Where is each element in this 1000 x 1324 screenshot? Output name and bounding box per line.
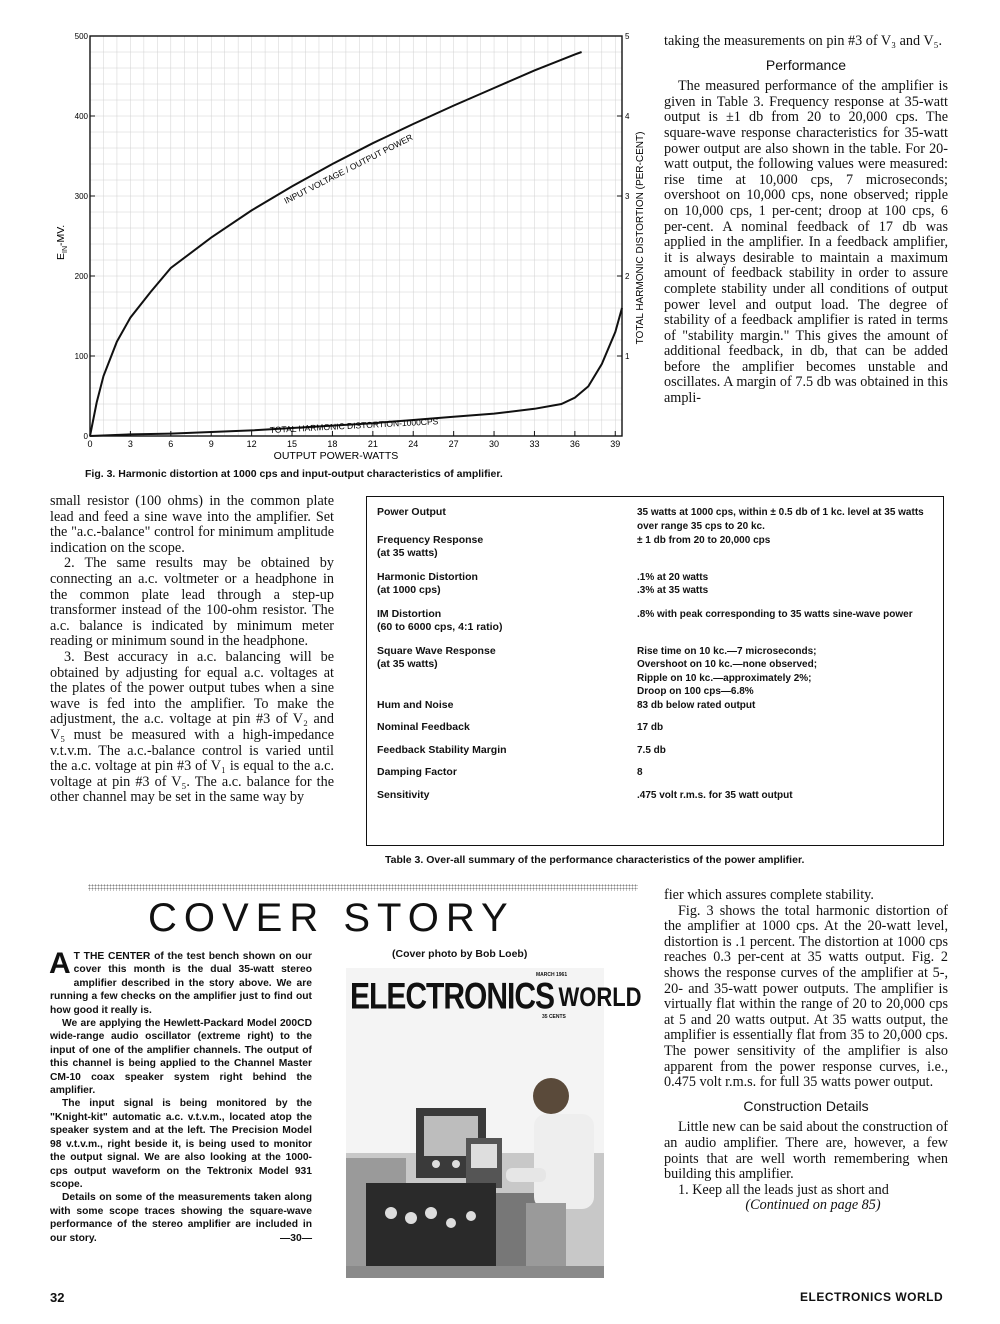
left-col-para-3: 3. Best accuracy in a.c. balancing will be obtained by adjusting for equal a.c. voltages at the plates of the power output tubes when a sine wave is fed into the amplifier. To make the adjustment, the a.c. voltage at pin #3 of V₂ and V₅ must be measured with a high-impedance v.t.v.m. The a.c.-balance control is varied until the a.c. voltage at pin #3 of V₁ is equal to the a.c. voltage at pin #3 of V₅. The a.c. balance for the other channel may be set in the same way by (50, 648, 334, 806)
table-row-label: IM Distortion (377, 607, 442, 620)
table-row-label: Nominal Feedback (377, 721, 470, 733)
x-tick-label: 30 (489, 439, 500, 449)
table-row-label: Harmonic Distortion (377, 570, 478, 583)
table-row (377, 721, 933, 744)
table-label-cell (377, 608, 637, 645)
table-row (377, 766, 933, 789)
x-tick-label: 27 (448, 439, 459, 449)
y-left-label-sub: IN (62, 245, 69, 253)
x-tick-label: 0 (87, 439, 93, 449)
table-row-label: Sensitivity (377, 788, 430, 801)
series-label-input-voltage: INPUT VOLTAGE / OUTPUT POWER (282, 131, 415, 206)
cover-para-3: The input signal is being monitored by the "Knight-kit" automatic a.c. v.t.v.m., located atop the speaker system and at the left. The Precision Model 98 v.t.v.m., right beside it, is being used to monitor the output signal. We are also looking at the 1000-cps output waveform on the Tektronix Model 931 scope. (50, 1098, 312, 1190)
cover-photo-credit: (Cover photo by Bob Loeb) (392, 948, 528, 960)
y-left-label-main: E (55, 252, 67, 260)
table-row-sublabel: (at 35 watts) (377, 547, 438, 559)
left-column-middle (50, 494, 334, 806)
x-tick-label: 21 (367, 439, 378, 449)
y-right-tick-label: 5 (625, 32, 630, 41)
table-row-value: .8% with peak corresponding to 35 watts sine-wave power (637, 608, 913, 620)
y-left-axis-label (55, 225, 69, 260)
table-row (377, 789, 933, 803)
cover-lead: T THE CENTER (73, 951, 151, 962)
magazine-price: 35 CENTS (542, 1014, 566, 1020)
y-left-tick-label: 100 (74, 352, 88, 361)
series-label-harmonic-distortion: TOTAL HARMONIC DISTORTION-1000CPS (269, 416, 439, 435)
table-row-sublabel: (at 35 watts) (377, 658, 438, 670)
table-row (377, 645, 933, 699)
table-3-box (366, 496, 944, 846)
table-row (377, 571, 933, 608)
y-right-axis-label: TOTAL HARMONIC DISTORTION (PER-CENT) (635, 131, 646, 345)
right-column-top (664, 34, 948, 407)
table-label-cell (377, 534, 637, 571)
table-row-value: 17 db (637, 722, 664, 733)
magazine-logo-world: WORLD (558, 982, 642, 1012)
x-tick-label: 12 (246, 439, 257, 449)
drop-cap: A (49, 947, 71, 980)
bottom-right-para-1: fier which assures complete stability. (664, 887, 874, 903)
right-column-bottom (664, 888, 948, 1214)
table-row-value: ± 1 db from 20 to 20,000 cps (637, 534, 771, 546)
table-label-cell (377, 789, 637, 803)
table-label-cell (377, 699, 637, 722)
table-row-label: Damping Factor (377, 766, 457, 778)
table-row-value: .475 volt r.m.s. for 35 watt output (637, 789, 793, 801)
table-row (377, 744, 933, 767)
y-right-tick-label: 1 (625, 352, 630, 361)
bottom-right-para-2: Fig. 3 shows the total harmonic distortion of the amplifier at 1000 cps. At the 20-watt level, distortion is .1 percent. The distortion at 1000 cps reaches 0.3 per-cent at 35 watts output. Fig. 2 shows the response curves of the amplifier at 5-, 20- and 35-watt power outputs. The amplifier is virtually flat within the range of 20 to 20,000 cps at 5 and 20 watts output. At 35 watts output, the amplifier is essentially flat from 35 to 20,000 cps. The power sensitivity of the amplifier is also apparent from the power response curves, i.e., 0.475 volt r.m.s. for full 35 watts power output. (664, 902, 948, 1091)
left-col-para-2: 2. The same results may be obtained by connecting an a.c. voltmeter or a headphone in the common plate lead through a step-up transformer instead of the 100-ohm resistor. The a.c. balance is indicated by minimum meter reading or minimum sound in the headphone. (50, 555, 334, 650)
table-row-label: Feedback Stability Margin (377, 743, 507, 756)
magazine-date: MARCH 1961 (536, 972, 568, 978)
continued-note: (Continued on page 85) (745, 1197, 881, 1214)
performance-heading: Performance (765, 56, 847, 73)
table-row-value: 83 db below rated output (637, 699, 756, 711)
x-tick-label: 3 (127, 439, 133, 449)
table-row-value: Rise time on 10 kc.—7 microseconds; Overshoot on 10 kc.—none observed; Ripple on 10 kc.—approximately 2%; Droop on 100 cps—6.8% (637, 645, 818, 697)
fig3-chart (50, 28, 650, 468)
y-left-label-unit: -MV. (55, 224, 67, 246)
table-label-cell (377, 645, 637, 699)
magazine-logo-main: ELECTRONICS (350, 976, 555, 1018)
cover-para-4-text: Details on some of the measurements taken along with some scope traces showing the square-wave performance of the stereo amplifier are included in our story. (50, 1192, 312, 1244)
cover-story-title: COVER STORY (148, 896, 515, 940)
bottom-right-para-4: 1. Keep all the leads just as short and (678, 1181, 889, 1198)
y-left-tick-label: 0 (83, 432, 88, 441)
x-tick-label: 6 (168, 439, 174, 449)
table-row-value: 8 (637, 767, 643, 778)
cover-para-2: We are applying the Hewlett-Packard Model 200CD wide-range audio oscillator (extreme right) to the input of one of the amplifier channels. The output of this channel is being applied to the Channel Master CM-10 coax speaker system right behind the amplifier. (50, 1018, 312, 1097)
performance-paragraph: The measured performance of the amplifier is given in Table 3. Frequency response at 35-watt output is ±1 db from 20 to 20,000 cps. The square-wave response characteristics for 35-watt power output are also shown in the table. For 20-watt output, the following values were measured: rise time at 10,000 cps, 7 microseconds; overshoot on 10,000 cps, none observed; ripple on 10,000 cps, 1 per-cent; droop at 100 cps, 6 per-cent. A nominal feedback of 17 db was applied in the amplifier. In a feedback amplifier, it is always desirable to maintain a maximum amount of feedback stability in order to assure complete stability under all conditions of output power level and output load. The degree of stability of a feedback amplifier is rated in terms of "stability margin." This gives the amount of additional feedback, in db, that can be added before the amplifier becomes unstable and oscillates. A margin of 7.5 db was obtained in this ampli- (664, 78, 948, 407)
footer-magazine-name: ELECTRONICS WORLD (800, 1290, 944, 1304)
cover-story-text (49, 947, 312, 1245)
y-right-tick-label: 3 (625, 192, 630, 201)
y-left-tick-label: 200 (74, 272, 88, 281)
table-label-cell (377, 571, 637, 608)
x-tick-label: 24 (408, 439, 419, 449)
cover-image (346, 968, 642, 1278)
performance-table (377, 506, 933, 802)
table-3-caption: Table 3. Over-all summary of the performance characteristics of the power amplifier. (385, 854, 805, 866)
left-col-para-1: small resistor (100 ohms) in the common plate lead and feed a sine wave into the amplifier. Set the "a.c.-balance" control for minimum amplitude indication on the scope. (50, 493, 334, 556)
fig3-caption: Fig. 3. Harmonic distortion at 1000 cps and input-output characteristics of amplifier. (85, 468, 503, 480)
cover-para-1-text: of the test bench shown on our cover this month is the dual 35-watt stereo amplifier described in the story above. We are running a few checks on the amplifier just to find out how good it really is. (50, 951, 312, 1016)
y-left-tick-label: 500 (74, 32, 88, 41)
chart-frame (90, 36, 622, 436)
x-tick-label: 36 (569, 439, 580, 449)
right-col-intro: taking the measurements on pin #3 of V₃ and V₅. (664, 33, 943, 49)
table-row-label: Power Output (377, 506, 446, 518)
x-tick-label: 33 (529, 439, 540, 449)
construction-heading: Construction Details (743, 1097, 869, 1114)
cover-para-4 (50, 1191, 312, 1245)
table-row-label: Frequency Response (377, 533, 484, 546)
x-tick-label: 9 (208, 439, 214, 449)
table-row (377, 699, 933, 722)
table-row-value: 35 watts at 1000 cps, within ± 0.5 db of 1 kc. level at 35 watts over range 35 cps to 20 kc. (637, 507, 924, 532)
x-tick-label: 39 (610, 439, 621, 449)
table-row (377, 506, 933, 534)
x-axis-label: OUTPUT POWER-WATTS (273, 450, 399, 462)
fig3-chart-svg (50, 28, 650, 468)
table-row (377, 608, 933, 645)
table-row-sublabel: (at 1000 cps) (377, 584, 441, 596)
y-right-tick-label: 2 (625, 272, 630, 281)
table-label-cell (377, 721, 637, 744)
cover-para-1 (49, 947, 312, 1017)
end-mark: —30— (279, 1232, 312, 1244)
y-left-tick-label: 400 (74, 112, 88, 121)
bottom-right-para-3: Little new can be said about the construction of an audio amplifier. There are, however, a few points that are well worth remembering when building this amplifier. (664, 1119, 948, 1183)
x-tick-label: 15 (287, 439, 298, 449)
y-right-tick-label: 4 (625, 112, 630, 121)
y-left-tick-label: 300 (74, 192, 88, 201)
table-row-label: Hum and Noise (377, 698, 454, 711)
section-divider (88, 884, 638, 891)
table-label-cell (377, 766, 637, 789)
x-tick-label: 18 (327, 439, 338, 449)
table-row-label: Square Wave Response (377, 644, 496, 657)
table-row-sublabel: (60 to 6000 cps, 4:1 ratio) (377, 621, 503, 633)
table-row (377, 534, 933, 571)
page-number: 32 (50, 1290, 65, 1305)
table-label-cell (377, 744, 637, 767)
table-row-value: .1% at 20 watts .3% at 35 watts (637, 571, 709, 596)
table-row-value: 7.5 db (637, 744, 666, 756)
table-label-cell (377, 506, 637, 534)
test-bench-photo (346, 968, 604, 1278)
